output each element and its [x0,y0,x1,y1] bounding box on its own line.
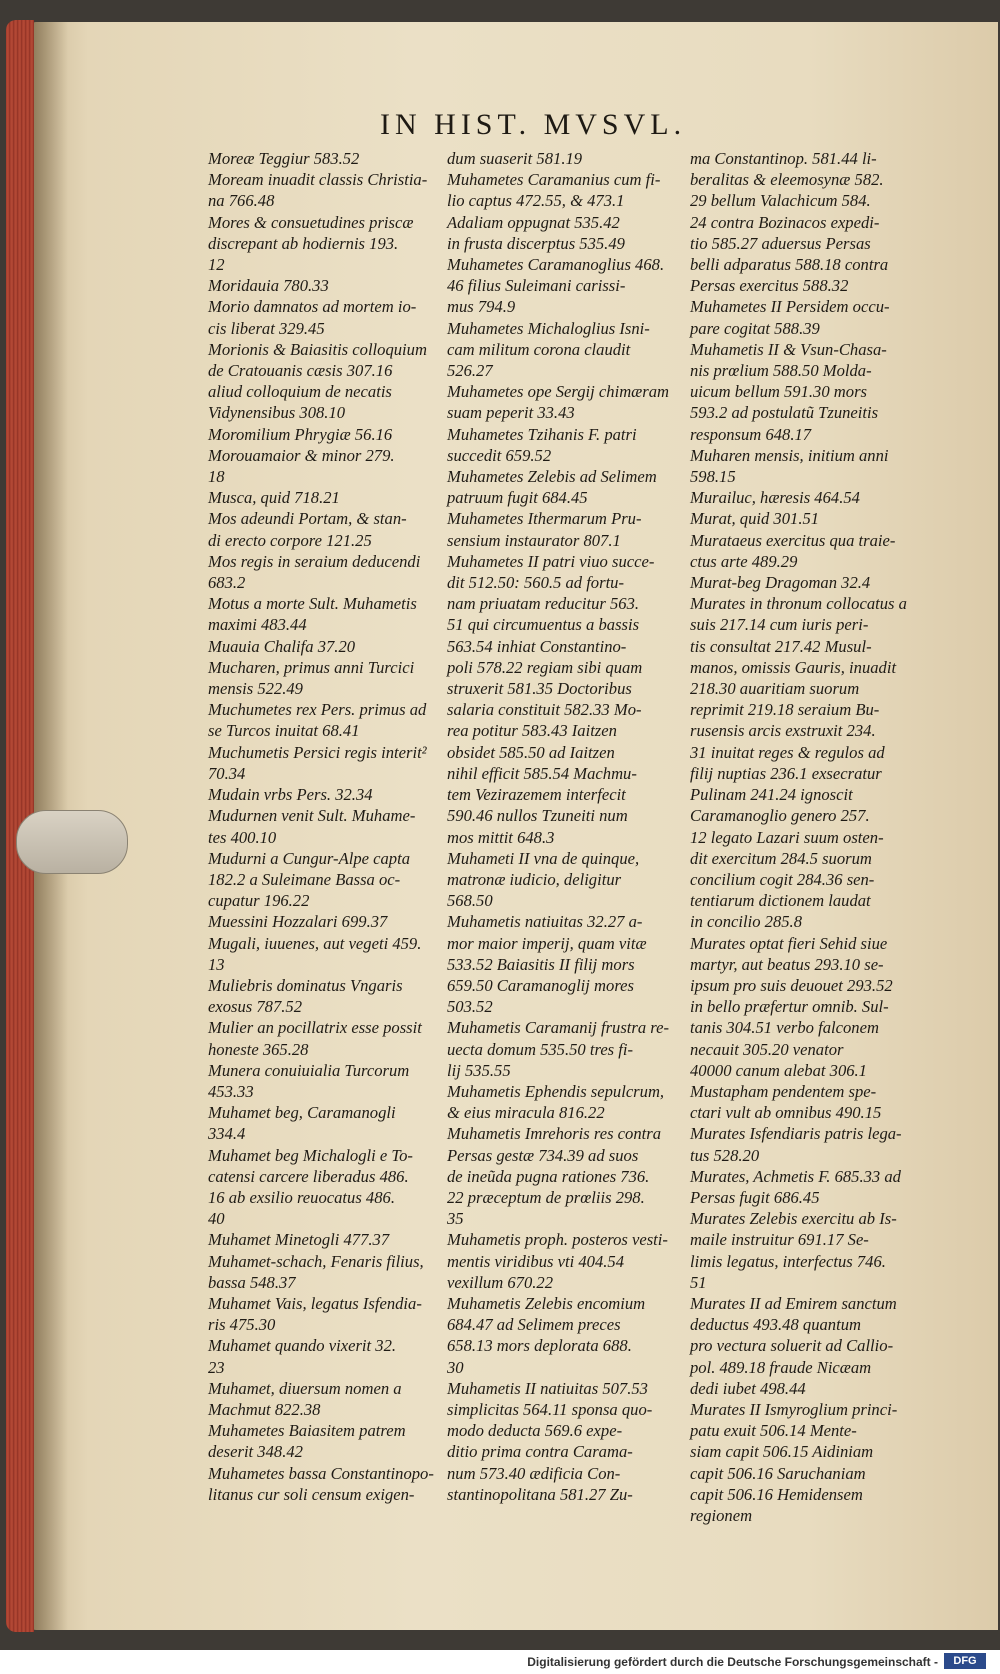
index-line: Muhametis proph. posteros vesti- [447,1230,668,1250]
index-line: Muessini Hozzalari 699.37 [208,912,388,932]
index-line: na 766.48 [208,191,275,211]
index-line: Mos adeundi Portam, & stan- [208,509,407,529]
index-line: martyr, aut beatus 293.10 se- [690,954,884,974]
index-line: poli 578.22 regiam sibi quam [447,657,643,677]
index-line: limis legatus, interfectus 746. [690,1251,886,1271]
index-line: tes 400.10 [208,827,277,847]
index-line: Mudurnen venit Sult. Muhame- [208,806,416,826]
index-line: 590.46 nullos Tzuneiti num [447,806,628,826]
index-line: Murataeus exercitus qua traie- [690,530,896,550]
index-line: litanus cur soli censum exigen- [208,1484,415,1504]
index-column-middle [447,148,689,1505]
index-line: deductus 493.48 quantum [690,1315,861,1335]
index-line: honeste 365.28 [208,1039,309,1059]
index-line: Muhametes Michaloglius Isni- [447,318,650,338]
index-line: in frusta discerptus 535.49 [447,233,625,253]
index-line: 598.15 [690,467,736,487]
index-line: Muhamet, diuersum nomen a [208,1378,402,1398]
index-line: Murates II Ismyroglium princi- [690,1399,898,1419]
index-line: pare cogitat 588.39 [690,318,820,338]
index-line: maile instruitur 691.17 Se- [690,1230,869,1250]
index-line: num 573.40 ædificia Con- [447,1463,621,1483]
index-line: 563.54 inhiat Constantino- [447,636,627,656]
index-line: exosus 787.52 [208,997,303,1017]
index-line: Machmut 822.38 [208,1399,321,1419]
index-line: necauit 305.20 venator [690,1039,844,1059]
index-line: manos, omissis Gauris, inuadit [690,657,897,677]
index-line: Persas exercitus 588.32 [690,276,849,296]
index-line: tis consultat 217.42 Musul- [690,636,872,656]
index-line: Muhamet Vais, legatus Isfendia- [208,1293,422,1313]
index-line: 593.2 ad postulatũ Tzuneitis [690,403,879,423]
index-line: Murat, quid 301.51 [690,509,820,529]
index-line: Mulier an pocillatrix esse possit [208,1018,422,1038]
index-line: de ineũda pugna rationes 736. [447,1166,650,1186]
index-line: Muhametes Caramanoglius 468. [447,255,665,275]
index-line: 453.33 [208,1081,254,1101]
index-line: uecta domum 535.50 tres fi- [447,1039,634,1059]
index-line: 22 præceptum de prœliis 298. [447,1187,645,1207]
index-line: tentiarum dictionem laudat [690,891,871,911]
index-line: Murates in thronum collocatus a [690,594,907,614]
index-line: Mos regis in seraium deducendi [208,551,421,571]
index-line: tio 585.27 aduersus Persas [690,233,871,253]
index-line: Muharen mensis, initium anni [690,445,889,465]
index-line: ditio prima contra Carama- [447,1442,633,1462]
index-line: 51 qui circumuentus a bassis [447,615,640,635]
index-line: Morio damnatos ad mortem io- [208,297,417,317]
index-line: se Turcos inuitat 68.41 [208,721,360,741]
index-line: 70.34 [208,763,246,783]
index-line: struxerit 581.35 Doctoribus [447,679,632,699]
index-line: cupatur 196.22 [208,891,310,911]
index-line: 683.2 [208,573,246,593]
index-line: 23 [208,1357,225,1377]
index-line: cam militum corona claudit [447,339,631,359]
index-line: 16 ab exsilio reuocatus 486. [208,1187,395,1207]
index-line: 46 filius Suleimani carissi- [447,276,626,296]
index-line: suam peperit 33.43 [447,403,575,423]
index-line: Moream inuadit classis Christia- [208,170,428,190]
index-line: 51 [690,1272,707,1292]
index-column-right [690,148,935,1526]
index-line: bassa 548.37 [208,1272,296,1292]
index-line: lio captus 472.55, & 473.1 [447,191,625,211]
index-line: aliud colloquium de necatis [208,382,392,402]
index-line: 18 [208,467,225,487]
index-line: siam capit 506.15 Aidiniam [690,1442,874,1462]
index-line: nihil efficit 585.54 Machmu- [447,763,637,783]
index-line: belli adparatus 588.18 contra [690,255,889,275]
index-line: dit 512.50: 560.5 ad fortu- [447,573,624,593]
index-line: Murates II ad Emirem sanctum [690,1293,897,1313]
index-line: Muhametes II patri viuo succe- [447,551,655,571]
index-line: 684.47 ad Selimem preces [447,1315,621,1335]
index-line: Moridauia 780.33 [208,276,329,296]
index-line: modo deducta 569.6 expe- [447,1421,623,1441]
index-line: Moreæ Teggiur 583.52 [208,149,360,168]
index-line: mensis 522.49 [208,679,303,699]
index-line: Muhametes Tzihanis F. patri [447,424,637,444]
index-line: pro vectura soluerit ad Callio- [690,1336,894,1356]
index-line: Muhametes Baiasitem patrem [208,1421,406,1441]
index-line: de Cratouanis cæsis 307.16 [208,361,393,381]
index-line: Persas fugit 686.45 [690,1187,820,1207]
index-line: dit exercitum 284.5 suorum [690,848,872,868]
index-line: Muhametis II natiuitas 507.53 [447,1378,648,1398]
index-line: Murat-beg Dragoman 32.4 [690,573,871,593]
index-line: Muhametes bassa Constantinopo- [208,1463,434,1483]
index-line: 13 [208,954,225,974]
index-line: Munera conuiuialia Turcorum [208,1060,410,1080]
index-line: ris 475.30 [208,1315,276,1335]
index-line: 12 [208,255,225,275]
index-line: concilium cogit 284.36 sen- [690,869,875,889]
index-line: mus 794.9 [447,297,516,317]
index-line: Muauia Chalifa 37.20 [208,636,356,656]
index-line: di erecto corpore 121.25 [208,530,372,550]
index-line: Mudurni a Cungur-Alpe capta [208,848,411,868]
index-line: Muhamet Minetogli 477.37 [208,1230,390,1250]
index-line: Muhamet-schach, Fenaris filius, [208,1251,424,1271]
index-line: 182.2 a Suleimane Bassa oc- [208,869,401,889]
index-line: Muhametis natiuitas 32.27 a- [447,912,643,932]
index-line: Muhametis Ephendis sepulcrum, [447,1081,665,1101]
index-line: Morionis & Baiasitis colloquium [208,339,427,359]
index-line: beralitas & eleemosynæ 582. [690,170,884,190]
index-line: Mucharen, primus anni Turcici [208,657,415,677]
index-line: & eius miracula 816.22 [447,1103,605,1123]
index-line: Caramanoglio genero 257. [690,806,870,826]
index-line: in bello præfertur omnib. Sul- [690,997,889,1017]
index-line: discrepant ab hodiernis 193. [208,233,399,253]
index-line: tem Vezirazemem interfecit [447,785,626,805]
dfg-logo: DFG [944,1653,986,1669]
index-line: Muhamet quando vixerit 32. [208,1336,397,1356]
index-line: 24 contra Bozinacos expedi- [690,212,880,232]
index-line: reprimit 219.18 seraium Bu- [690,700,880,720]
index-line: Muhametis Zelebis encomium [447,1293,646,1313]
index-line: Muhamet beg, Caramanogli [208,1103,396,1123]
index-line: mor maior imperij, quam vitæ [447,933,647,953]
index-line: tanis 304.51 verbo falconem [690,1018,879,1038]
index-line: pol. 489.18 fraude Nicæam [690,1357,872,1377]
index-line: 40000 canum alebat 306.1 [690,1060,867,1080]
index-line: Murates Isfendiaris patris lega- [690,1124,902,1144]
index-line: 218.30 auaritiam suorum [690,679,860,699]
index-line: stantinopolitana 581.27 Zu- [447,1484,633,1504]
index-line: Muhametes ope Sergij chimæram [447,382,669,402]
index-line: Pulinam 241.24 ignoscit [690,785,853,805]
index-line: simplicitas 564.11 sponsa quo- [447,1399,653,1419]
index-line: capit 506.16 Saruchaniam [690,1463,866,1483]
index-line: mentis viridibus vti 404.54 [447,1251,624,1271]
index-line: Muchumetes rex Pers. primus ad [208,700,427,720]
index-line: nam priuatam reducitur 563. [447,594,640,614]
footer-credit: Digitalisierung gefördert durch die Deutsche Forschungsgemeinschaft - [527,1655,938,1669]
index-line: dum suaserit 581.19 [447,149,583,168]
index-line: Muhametes Caramanius cum fi- [447,170,661,190]
index-line: Musca, quid 718.21 [208,488,340,508]
index-line: 533.52 Baiasitis II filij mors [447,954,635,974]
index-line: vexillum 670.22 [447,1272,553,1292]
index-line: Muliebris dominatus Vngaris [208,975,403,995]
index-line: sensium instaurator 807.1 [447,530,621,550]
index-line: nis prœlium 588.50 Molda- [690,361,872,381]
index-line: Mustapham pendentem spe- [690,1081,877,1101]
index-line: Moromilium Phrygiæ 56.16 [208,424,393,444]
index-line: deserit 348.42 [208,1442,303,1462]
index-line: 12 legato Lazari suum osten- [690,827,884,847]
index-line: dedi iubet 498.44 [690,1378,806,1398]
index-line: obsidet 585.50 ad Iaitzen [447,742,615,762]
index-line: Motus a morte Sult. Muhametis [208,594,417,614]
index-line: Murates Zelebis exercitu ab Is- [690,1209,897,1229]
index-line: matronæ iudicio, deligitur [447,869,622,889]
index-line: 568.50 [447,891,493,911]
index-line: cis liberat 329.45 [208,318,325,338]
index-line: Mugali, iuuenes, aut vegeti 459. [208,933,422,953]
index-line: salaria constituit 582.33 Mo- [447,700,642,720]
index-line: responsum 648.17 [690,424,812,444]
index-line: Muhamet beg Michalogli e To- [208,1145,413,1165]
index-line: rea potitur 583.43 Iaitzen [447,721,617,741]
index-line: 334.4 [208,1124,246,1144]
index-line: Mores & consuetudines priscæ [208,212,414,232]
index-line: maximi 483.44 [208,615,307,635]
index-line: patruum fugit 684.45 [447,488,588,508]
index-line: ctus arte 489.29 [690,551,798,571]
index-line: in concilio 285.8 [690,912,802,932]
index-line: Muhametes II Persidem occu- [690,297,890,317]
index-line: succedit 659.52 [447,445,552,465]
index-column-left [208,148,448,1505]
index-line: 658.13 mors deplorata 688. [447,1336,632,1356]
index-line: Persas gestæ 734.39 ad suos [447,1145,639,1165]
index-line: 503.52 [447,997,493,1017]
index-line: Muchumetis Persici regis interit² [208,742,427,762]
index-line: 526.27 [447,361,493,381]
index-line: ma Constantinop. 581.44 li- [690,149,877,168]
index-line: Murailuc, hæresis 464.54 [690,488,860,508]
index-line: 29 bellum Valachicum 584. [690,191,871,211]
index-line: Muhametes Ithermarum Pru- [447,509,642,529]
index-line: ipsum pro suis deuouet 293.52 [690,975,893,995]
index-line: rusensis arcis exstruxit 234. [690,721,876,741]
page-clip [16,810,128,874]
index-line: ctari vult ab omnibus 490.15 [690,1103,882,1123]
index-line: suis 217.14 cum iuris peri- [690,615,869,635]
index-line: Murates, Achmetis F. 685.33 ad [690,1166,901,1186]
index-line: 30 [447,1357,464,1377]
index-line: regionem [690,1506,753,1525]
index-line: Morouamaior & minor 279. [208,445,395,465]
index-line: Vidynensibus 308.10 [208,403,346,423]
index-line: filij nuptias 236.1 exsecratur [690,763,882,783]
index-line: Murates optat fieri Sehid siue [690,933,888,953]
index-line: lij 535.55 [447,1060,511,1080]
index-line: mos mittit 648.3 [447,827,555,847]
index-line: uicum bellum 591.30 mors [690,382,867,402]
index-line: Muhametes Zelebis ad Selimem [447,467,657,487]
running-head: IN HIST. MVSVL. [380,108,687,141]
index-line: Muhametis II & Vsun-Chasa- [690,339,887,359]
index-line: 35 [447,1209,464,1229]
index-line: capit 506.16 Hemidensem [690,1484,863,1504]
index-line: 659.50 Caramanoglij mores [447,975,634,995]
index-line: Muhametis Imrehoris res contra [447,1124,662,1144]
index-line: 40 [208,1209,225,1229]
index-line: 31 inuitat reges & regulos ad [690,742,885,762]
index-line: Mudain vrbs Pers. 32.34 [208,785,373,805]
index-line: tus 528.20 [690,1145,760,1165]
index-line: Muhametis Caramanij frustra re- [447,1018,670,1038]
index-line: patu exuit 506.14 Mente- [690,1421,857,1441]
index-line: Muhameti II vna de quinque, [447,848,640,868]
index-line: Adaliam oppugnat 535.42 [447,212,620,232]
index-line: catensi carcere liberadus 486. [208,1166,409,1186]
